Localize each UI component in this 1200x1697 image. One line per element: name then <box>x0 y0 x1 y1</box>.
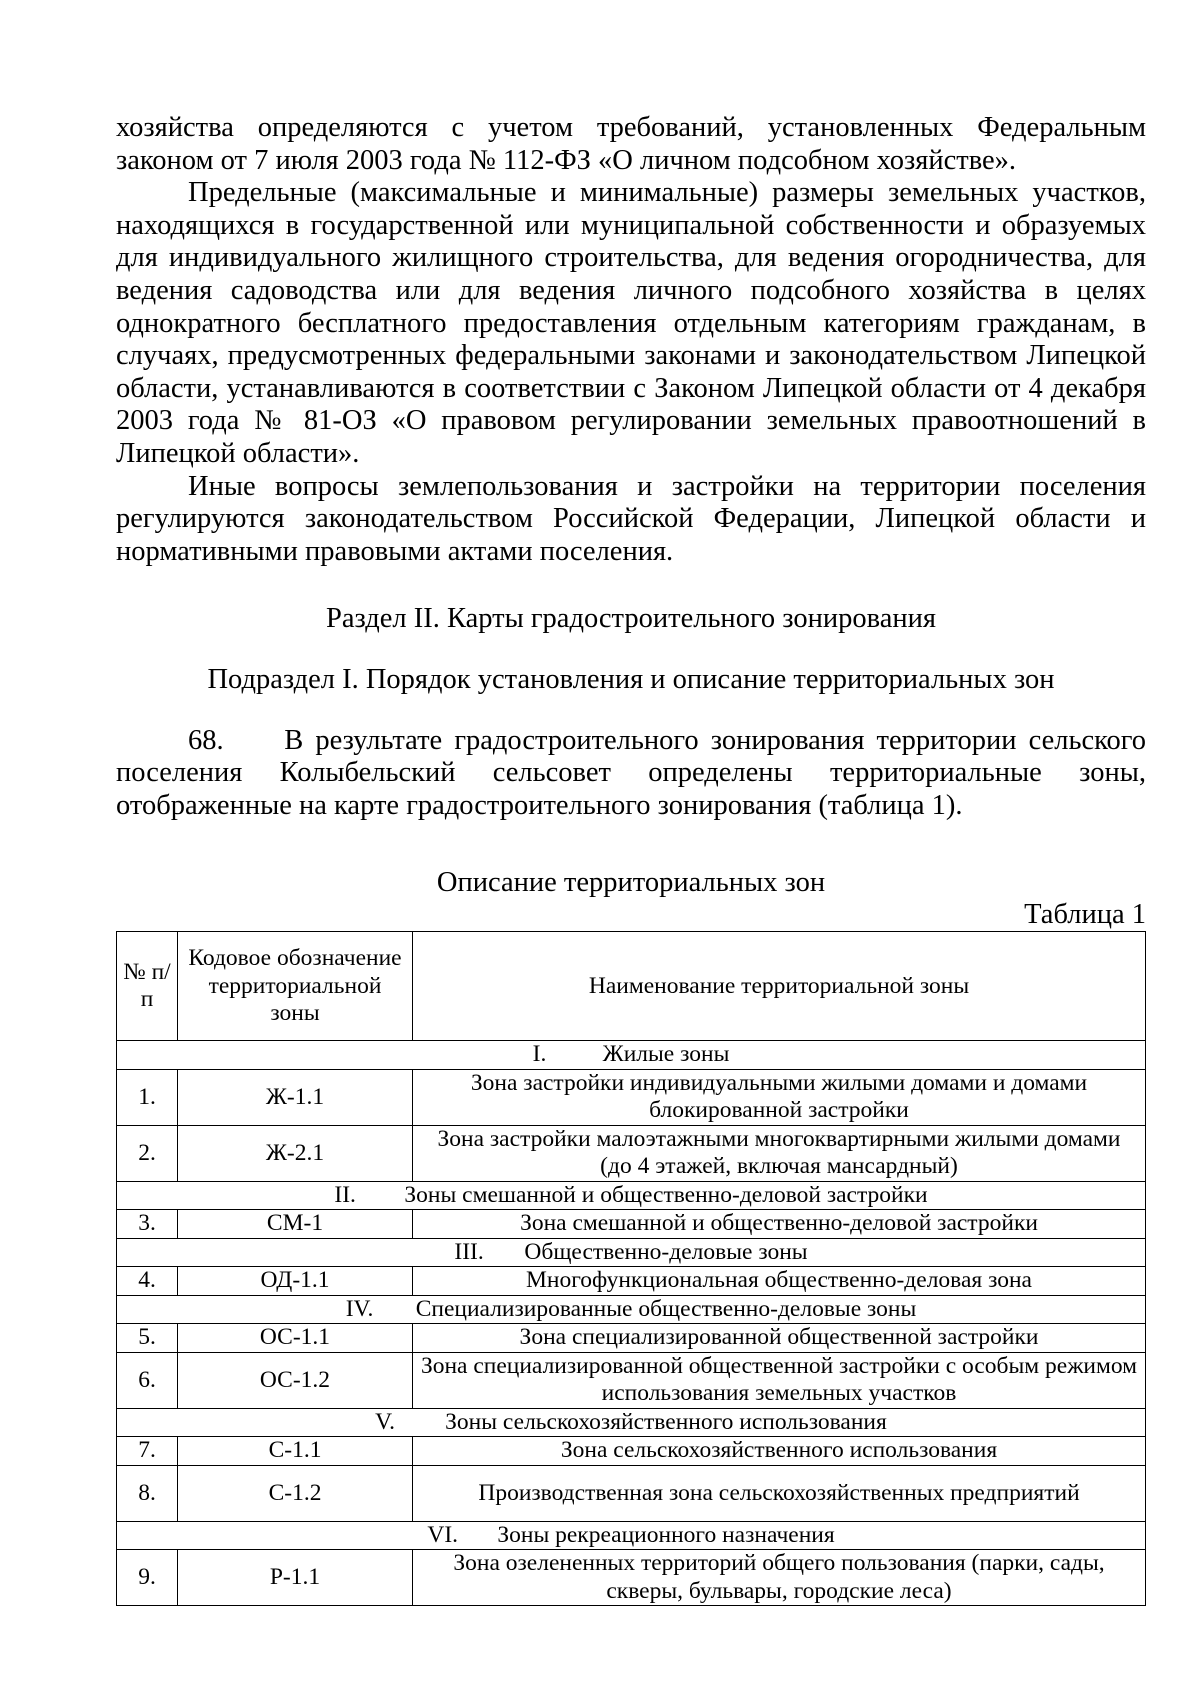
row-number: 6. <box>117 1352 178 1408</box>
table-row <box>117 1210 1146 1239</box>
row-name: Зона озелененных территорий общего пользования (парки, сады, скверы, бульвары, городские леса) <box>413 1550 1146 1606</box>
section-row <box>117 1521 1146 1550</box>
row-code: Ж-2.1 <box>178 1125 413 1181</box>
paragraph-continuation: хозяйства определяются с учетом требований, установленных Федеральным законом от 7 июля 2003 года № 112-ФЗ «О личном подсобном хозяйстве». <box>116 112 1146 176</box>
section-row <box>117 1238 1146 1267</box>
paragraph-land-sizes: Предельные (максимальные и минимальные) размеры земельных участков, находящихся в государственной или муниципальной собственности и образуемых для индивидуального жилищного строительства, для ведения огородничества, для ведения садоводства или для ведения личного подсобного хозяйства в целях однократного бесплатного предоставления отдельным категориям гражданам, в случаях, предусмотренных федеральными законами и законодательством Липецкой области, устанавливаются в соответствии с Законом Липецкой области от 4 декабря 2003 года № 81-ОЗ «О правовом регулировании земельных правоотношений в Липецкой области». <box>116 177 1146 469</box>
table-row <box>117 1437 1146 1466</box>
zones-table <box>116 931 1146 1606</box>
row-name: Зона специализированной общественной застройки с особым режимом использования земельных участков <box>413 1352 1146 1408</box>
section-title-text: Зоны смешанной и общественно-деловой застройки <box>404 1181 928 1208</box>
section-title: Раздел II. Карты градостроительного зонирования <box>326 603 936 635</box>
section-title-text: Общественно-деловые зоны <box>524 1238 808 1265</box>
table-row <box>117 1069 1146 1125</box>
row-name: Зона застройки малоэтажными многоквартирными жилыми домами (до 4 этажей, включая мансардный) <box>413 1125 1146 1181</box>
section-number: II. <box>334 1181 356 1208</box>
row-code: ОС-1.2 <box>178 1352 413 1408</box>
row-number: 4. <box>117 1267 178 1296</box>
section-number: III. <box>454 1238 484 1265</box>
subsection-title: Подраздел I. Порядок установления и описание территориальных зон <box>207 663 1055 695</box>
row-number: 8. <box>117 1465 178 1521</box>
table-number: Таблица 1 <box>1024 899 1146 931</box>
row-name: Зона смешанной и общественно-деловой застройки <box>413 1210 1146 1239</box>
row-number: 9. <box>117 1550 178 1606</box>
section-title-text: Жилые зоны <box>602 1041 730 1068</box>
row-number: 1. <box>117 1069 178 1125</box>
table-row <box>117 1267 1146 1296</box>
row-code: С-1.1 <box>178 1437 413 1466</box>
table-row <box>117 1324 1146 1353</box>
table-row <box>117 1465 1146 1521</box>
section-cell <box>117 1238 1146 1267</box>
row-code: Ж-1.1 <box>178 1069 413 1125</box>
row-code: ОД-1.1 <box>178 1267 413 1296</box>
row-name: Зона застройки индивидуальными жилыми домами и домами блокированной застройки <box>413 1069 1146 1125</box>
row-name: Производственная зона сельскохозяйственных предприятий <box>413 1465 1146 1521</box>
section-row <box>117 1041 1146 1070</box>
row-code: ОС-1.1 <box>178 1324 413 1353</box>
table-row <box>117 1352 1146 1408</box>
section-row <box>117 1181 1146 1210</box>
header-name: Наименование территориальной зоны <box>413 932 1146 1041</box>
paragraph-item-68: 68. В результате градостроительного зонирования территории сельского поселения Колыбельский сельсовет определены территориальные зоны, отображенные на карте градостроительного зонирования (таблица 1). <box>116 724 1146 821</box>
row-number: 5. <box>117 1324 178 1353</box>
row-number: 2. <box>117 1125 178 1181</box>
row-name: Зона специализированной общественной застройки <box>413 1324 1146 1353</box>
table-header-row <box>117 932 1146 1041</box>
header-code: Кодовое обозначение территориальной зоны <box>178 932 413 1041</box>
row-number: 3. <box>117 1210 178 1239</box>
section-row <box>117 1295 1146 1324</box>
section-number: IV. <box>345 1295 374 1322</box>
section-cell <box>117 1521 1146 1550</box>
section-cell <box>117 1408 1146 1437</box>
row-code: СМ-1 <box>178 1210 413 1239</box>
section-title-text: Специализированные общественно-деловые зоны <box>415 1295 917 1322</box>
row-number: 7. <box>117 1437 178 1466</box>
section-title-text: Зоны рекреационного назначения <box>497 1521 835 1548</box>
section-title-text: Зоны сельскохозяйственного использования <box>445 1408 887 1435</box>
section-cell <box>117 1041 1146 1070</box>
section-row <box>117 1408 1146 1437</box>
row-name: Зона сельскохозяйственного использования <box>413 1437 1146 1466</box>
row-code: С-1.2 <box>178 1465 413 1521</box>
section-number: VI. <box>427 1521 459 1548</box>
row-code: Р-1.1 <box>178 1550 413 1606</box>
section-number: I. <box>532 1041 547 1068</box>
paragraph-other-questions: Иные вопросы землепользования и застройки на территории поселения регулируются законодательством Российской Федерации, Липецкой области и нормативными правовыми актами поселения. <box>116 470 1146 567</box>
section-cell <box>117 1295 1146 1324</box>
section-number: V. <box>375 1408 395 1435</box>
table-row <box>117 1125 1146 1181</box>
header-num: № п/п <box>117 932 178 1041</box>
section-cell <box>117 1181 1146 1210</box>
table-row <box>117 1550 1146 1606</box>
table-title: Описание территориальных зон <box>436 867 826 899</box>
document-page <box>116 112 1146 1606</box>
row-name: Многофункциональная общественно-деловая зона <box>413 1267 1146 1296</box>
